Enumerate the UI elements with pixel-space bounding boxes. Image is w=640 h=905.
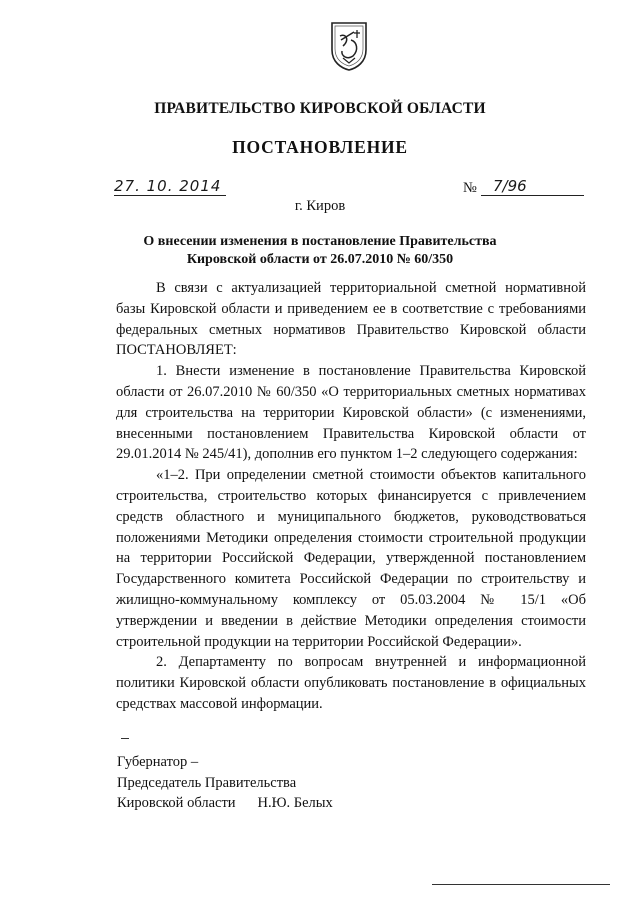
subject-line-2: Кировской области от 26.07.2010 № 60/350 (186, 251, 454, 267)
signature-title-1: Губернатор – (117, 754, 199, 770)
footer-rule (432, 884, 610, 885)
signature-title-3: Кировской области (117, 795, 236, 811)
document-subject (0, 233, 640, 268)
signature-block (117, 752, 333, 814)
paragraph-preamble: В связи с актуализацией территориальной сметной нормативной базы Кировской области и приведением ее в соответствие с требованиями федеральных сметных нормативов Правительство Кировской области ПОСТАНОВЛЯЕТ: (116, 280, 586, 359)
document-type-title: ПОСТАНОВЛЕНИЕ (232, 137, 408, 157)
organization-title: ПРАВИТЕЛЬСТВО КИРОВСКОЙ ОБЛАСТИ (154, 100, 486, 117)
paragraph-item-1: 1. Внести изменение в постановление Правительства Кировской области от 26.07.2010 № 60/350 «О территориальных сметных нормативах для строительства на территории Кировской области» (с изменениями, внесенными постановлением Правительства Кировской области от 29.01.2014 № 245/41), дополнив его пунктом 1–2 следующего содержания: (116, 363, 586, 463)
signature-dash (121, 738, 129, 739)
paragraph-item-1-2-quote: «1–2. При определении сметной стоимости объектов капитального строительства, строительство которых финансируется с привлечением средств областного и муниципального бюджетов, руководствоваться положениями Методики определения стоимости строительной продукции на территории Российской Федерации, утвержденной постановлением Государственного комитета Российской Федерации по строительству и жилищно-коммунальному комплексу от 05.03.2004 № 15/1 «Об утверждении и введении в действие Методики определения стоимости строительной продукции на территории Российской Федерации». (116, 467, 586, 650)
document-date: 27. 10. 2014 (114, 177, 226, 196)
city-label: г. Киров (294, 198, 346, 214)
signature-title-3-row (117, 793, 333, 814)
signatory-name: Н.Ю. Белых (257, 795, 333, 811)
number-sign: № (463, 180, 477, 196)
document-number: 7/96 (481, 177, 584, 196)
document-body (116, 278, 586, 715)
signature-title-2: Председатель Правительства (117, 774, 297, 791)
coat-of-arms-icon (329, 20, 369, 72)
subject-line-1: О внесении изменения в постановление Правительства (143, 234, 497, 249)
paragraph-item-2: 2. Департаменту по вопросам внутренней и информационной политики Кировской области опубликовать постановление в официальных средствах массовой информации. (116, 654, 586, 712)
